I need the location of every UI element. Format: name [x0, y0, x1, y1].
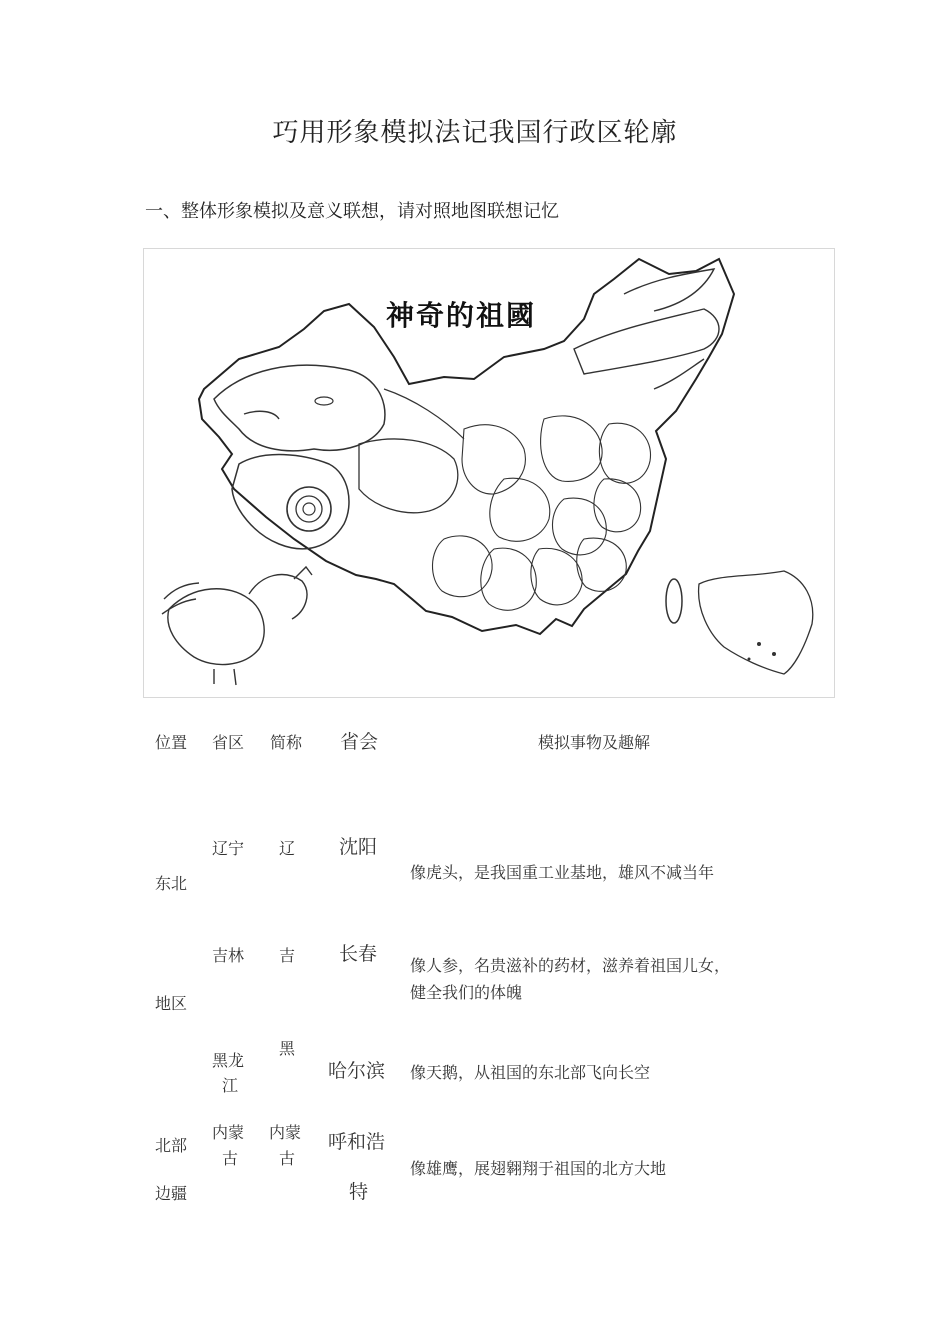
northeast-swan: [574, 269, 719, 389]
abbr-cell: 内蒙: [269, 1123, 302, 1142]
description-cell: 像雄鹰，展翅翱翔于祖国的北方大地: [410, 1159, 667, 1178]
rooster-drawing: [162, 567, 312, 685]
page-title: 巧用形象模拟法记我国行政区轮廓: [272, 118, 678, 148]
capital-cell: 长春: [339, 943, 378, 965]
province-cell: 江: [222, 1076, 239, 1095]
capital-cell: 哈尔滨: [328, 1060, 386, 1082]
description-cell: 像天鹅，从祖国的东北部飞向长空: [410, 1063, 651, 1082]
province-cell: 黑龙: [212, 1051, 245, 1070]
map-caption: 神奇的祖國: [386, 299, 537, 332]
taiwan-island: [666, 579, 682, 623]
group-label-north-2: 边疆: [155, 1184, 188, 1203]
abbr-cell: 黑: [279, 1039, 296, 1058]
abbr-cell: 辽: [279, 839, 296, 858]
description-cell: 健全我们的体魄: [410, 983, 523, 1002]
province-cell: 古: [222, 1149, 239, 1168]
capital-cell: 沈阳: [339, 836, 378, 858]
description-cell: 像人参，名贵滋补的药材，滋养着祖国儿女，: [410, 956, 731, 975]
group-label-north-1: 北部: [155, 1136, 188, 1155]
header-position: 位置: [155, 733, 188, 752]
south-sea-inset: [699, 571, 813, 674]
description-cell: 像虎头，是我国重工业基地，雄风不减当年: [410, 863, 715, 882]
province-cell: 辽宁: [212, 839, 245, 858]
capital-cell: 呼和浩: [328, 1131, 386, 1153]
china-animal-map: [143, 248, 835, 698]
group-label-northeast-2: 地区: [155, 994, 188, 1013]
header-abbr: 简称: [270, 733, 303, 752]
section-heading: 一、整体形象模拟及意义联想，请对照地图联想记忆: [145, 201, 559, 222]
xinjiang-head: [214, 365, 385, 451]
province-cell: 内蒙: [212, 1123, 245, 1142]
header-description: 模拟事物及趣解: [538, 733, 651, 752]
abbr-cell: 古: [279, 1149, 296, 1168]
group-label-northeast-1: 东北: [155, 874, 188, 893]
province-cell: 吉林: [212, 946, 245, 965]
abbr-cell: 吉: [279, 946, 296, 965]
capital-cell: 特: [349, 1181, 369, 1203]
header-capital: 省会: [340, 731, 379, 753]
header-province: 省区: [212, 733, 245, 752]
